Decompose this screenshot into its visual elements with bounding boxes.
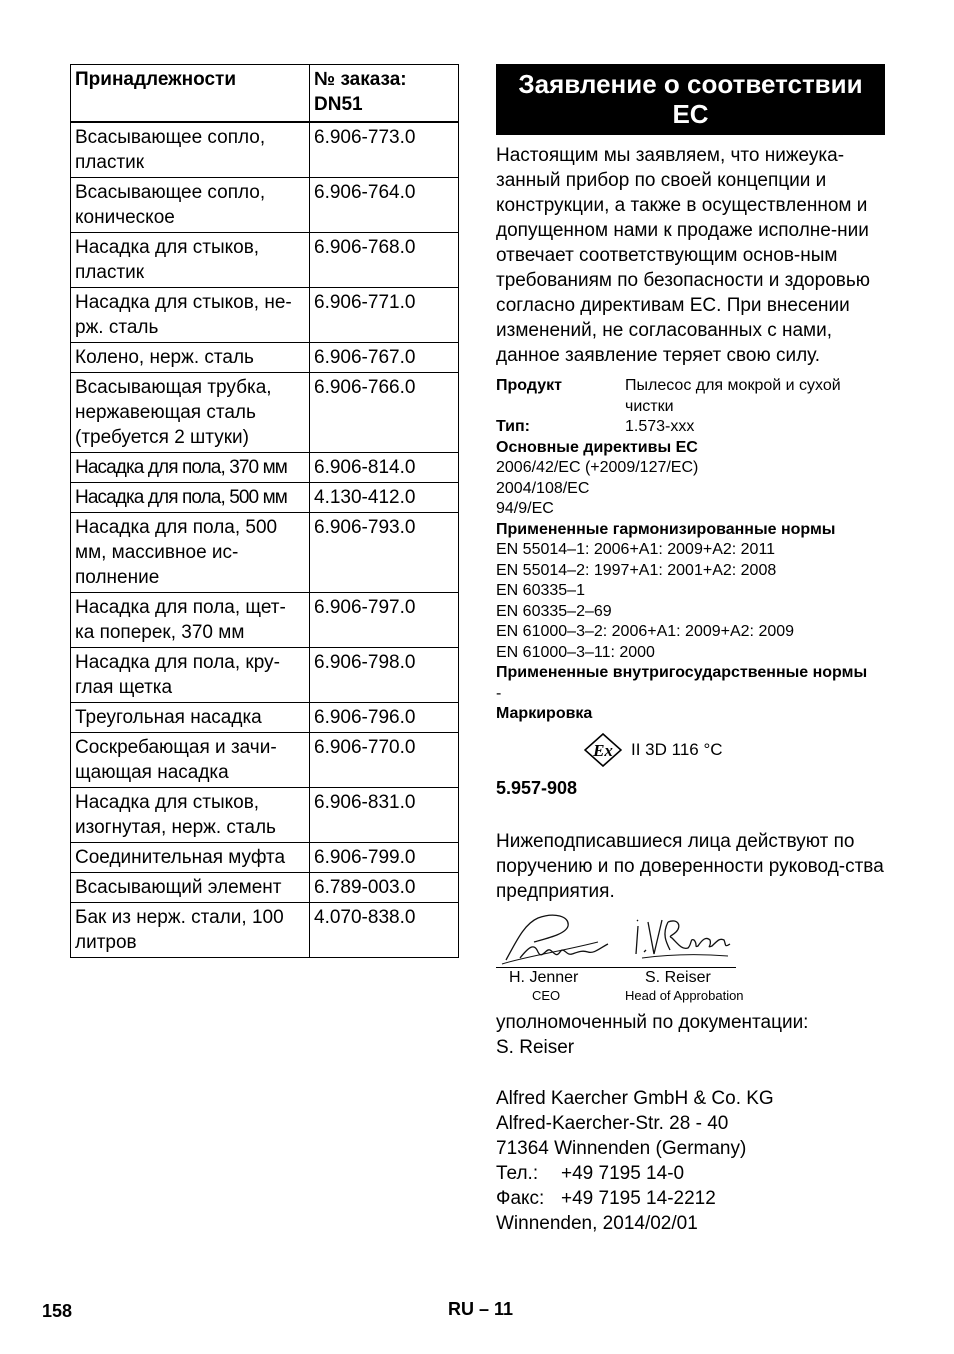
table-row xyxy=(71,233,459,288)
table-row xyxy=(71,843,459,873)
table-row xyxy=(71,373,459,453)
table-row xyxy=(71,648,459,703)
place-date: Winnenden, 2014/02/01 xyxy=(496,1212,698,1234)
phone-label: Тел.: xyxy=(496,1162,539,1184)
signatory-statement: Нижеподписавшиеся лица действуют по поручению и по доверенности руковод-ства предприятия. xyxy=(496,830,884,902)
document-number: 5.957-908 xyxy=(496,777,578,798)
authorized-label: уполномоченный по документации: xyxy=(496,1011,809,1033)
accessory-name: Насадка для пола, 500 мм xyxy=(71,483,310,513)
accessories-header-row xyxy=(71,65,459,123)
table-row xyxy=(71,873,459,903)
column-header-accessories: Принадлежности xyxy=(71,65,310,123)
signer-role: CEO xyxy=(532,987,561,1003)
order-number: 6.789-003.0 xyxy=(310,873,459,903)
norm-item: EN 61000–3–11: 2000 xyxy=(496,643,655,661)
national-norms-label: Примененные внутригосударственные нормы xyxy=(496,664,868,681)
table-row xyxy=(71,178,459,233)
table-row xyxy=(71,788,459,843)
declaration-details xyxy=(496,376,885,725)
order-number: 6.906-767.0 xyxy=(310,343,459,373)
type-row xyxy=(496,417,885,438)
signature-jenner xyxy=(498,912,610,968)
svg-text:Ex: Ex xyxy=(593,740,613,760)
table-row xyxy=(71,122,459,178)
accessory-name: Соединительная муфта xyxy=(71,843,310,873)
product-label: Продукт xyxy=(496,377,562,394)
order-number: 6.906-768.0 xyxy=(310,233,459,288)
fax-value: +49 7195 14-2212 xyxy=(561,1187,716,1209)
table-row xyxy=(71,453,459,483)
accessory-name: Насадка для стыков, пластик xyxy=(71,233,310,288)
order-number: 6.906-814.0 xyxy=(310,453,459,483)
order-number: 6.906-831.0 xyxy=(310,788,459,843)
table-row xyxy=(71,483,459,513)
signer-name: S. Reiser xyxy=(645,968,711,986)
phone-value: +49 7195 14-0 xyxy=(561,1162,685,1184)
marking-label: Маркировка xyxy=(496,705,593,722)
accessory-name: Насадка для пола, 500 мм, массивное ис-полнение xyxy=(71,513,310,593)
order-number: 6.906-797.0 xyxy=(310,593,459,648)
type-label: Тип: xyxy=(496,418,530,435)
order-number: 6.906-771.0 xyxy=(310,288,459,343)
declaration-title: Заявление о соответствии ЕС xyxy=(496,64,885,135)
order-number: 6.906-798.0 xyxy=(310,648,459,703)
authorized-name: S. Reiser xyxy=(496,1036,575,1058)
accessory-name: Всасывающее сопло, коническое xyxy=(71,178,310,233)
accessory-name: Всасывающий элемент xyxy=(71,873,310,903)
accessory-name: Насадка для пола, 370 мм xyxy=(71,453,310,483)
accessory-name: Насадка для пола, щет-ка поперек, 370 мм xyxy=(71,593,310,648)
language-page-label: RU – 11 xyxy=(448,1299,514,1319)
table-row xyxy=(71,593,459,648)
accessory-name: Насадка для стыков, не-рж. сталь xyxy=(71,288,310,343)
product-value: Пылесос для мокрой и сухой чистки xyxy=(625,377,841,415)
column-header-order-number: № заказа: DN51 xyxy=(310,65,459,123)
ec-declaration xyxy=(496,64,885,1236)
order-number: 6.906-770.0 xyxy=(310,733,459,788)
order-number: 6.906-773.0 xyxy=(310,122,459,178)
marking-text: II 3D 116 °C xyxy=(631,739,723,759)
declaration-intro: Настоящим мы заявляем, что нижеука-занный прибор по своей концепции и конструкции, а также в осуществленном и допущенном нами к продаже исполне-нии отвечает соответствующим основ-ным требованиям по безопасности и здоровью согласно директивам ЕС. При внесении изменений, не согласованных с нами, данное заявление теряет свою силу. xyxy=(496,145,870,366)
signature-area xyxy=(496,912,885,1010)
accessory-name: Всасывающая трубка, нержавеющая сталь (требуется 2 штуки) xyxy=(71,373,310,453)
accessory-name: Треугольная насадка xyxy=(71,703,310,733)
signature-reiser xyxy=(632,914,732,964)
directive-item: 2006/42/EC (+2009/127/EC) xyxy=(496,459,699,476)
accessories-table xyxy=(70,64,459,958)
accessory-name: Бак из нерж. стали, 100 литров xyxy=(71,903,310,958)
fax-row xyxy=(496,1186,885,1211)
signer-role: Head of Approbation xyxy=(625,987,744,1003)
accessory-name: Соскребающая и зачи-щающая насадка xyxy=(71,733,310,788)
order-number: 6.906-764.0 xyxy=(310,178,459,233)
accessory-name: Насадка для пола, кру-глая щетка xyxy=(71,648,310,703)
order-number: 6.906-799.0 xyxy=(310,843,459,873)
table-row xyxy=(71,513,459,593)
order-number: 4.070-838.0 xyxy=(310,903,459,958)
norm-item: EN 55014–1: 2006+A1: 2009+A2: 2011 xyxy=(496,541,776,558)
order-number: 6.906-796.0 xyxy=(310,703,459,733)
type-value: 1.573-xxx xyxy=(625,418,695,435)
company-street: Alfred-Kaercher-Str. 28 - 40 xyxy=(496,1112,729,1134)
order-number: 6.906-793.0 xyxy=(310,513,459,593)
directive-item: 94/9/EC xyxy=(496,500,554,517)
norm-item: EN 61000–3–2: 2006+A1: 2009+A2: 2009 xyxy=(496,623,795,640)
company-city: 71364 Winnenden (Germany) xyxy=(496,1137,747,1159)
company-address xyxy=(496,1086,885,1236)
national-norms-value: - xyxy=(496,684,502,702)
ex-explosion-protection-icon xyxy=(584,733,622,767)
norms-label: Примененные гармонизированные нормы xyxy=(496,520,836,538)
accessory-name: Колено, нерж. сталь xyxy=(71,343,310,373)
norm-item: EN 55014–2: 1997+A1: 2001+A2: 2008 xyxy=(496,561,777,579)
order-number: 4.130-412.0 xyxy=(310,483,459,513)
norm-item: EN 60335–2–69 xyxy=(496,602,612,620)
table-row xyxy=(71,733,459,788)
fax-label: Факс: xyxy=(496,1187,545,1209)
marking-row xyxy=(496,727,885,771)
accessory-name: Всасывающее сопло, пластик xyxy=(71,122,310,178)
table-row xyxy=(71,703,459,733)
accessory-name: Насадка для стыков, изогнутая, нерж. сталь xyxy=(71,788,310,843)
table-row xyxy=(71,343,459,373)
norm-item: EN 60335–1 xyxy=(496,582,585,599)
order-number: 6.906-766.0 xyxy=(310,373,459,453)
company-name: Alfred Kaercher GmbH & Co. KG xyxy=(496,1087,774,1109)
table-row xyxy=(71,288,459,343)
directives-label: Основные директивы ЕС xyxy=(496,438,698,456)
product-row xyxy=(496,376,885,417)
signer-name: H. Jenner xyxy=(509,968,579,986)
table-row xyxy=(71,903,459,958)
page-number: 158 xyxy=(42,1301,73,1321)
directive-item: 2004/108/EC xyxy=(496,479,590,497)
phone-row xyxy=(496,1161,885,1186)
